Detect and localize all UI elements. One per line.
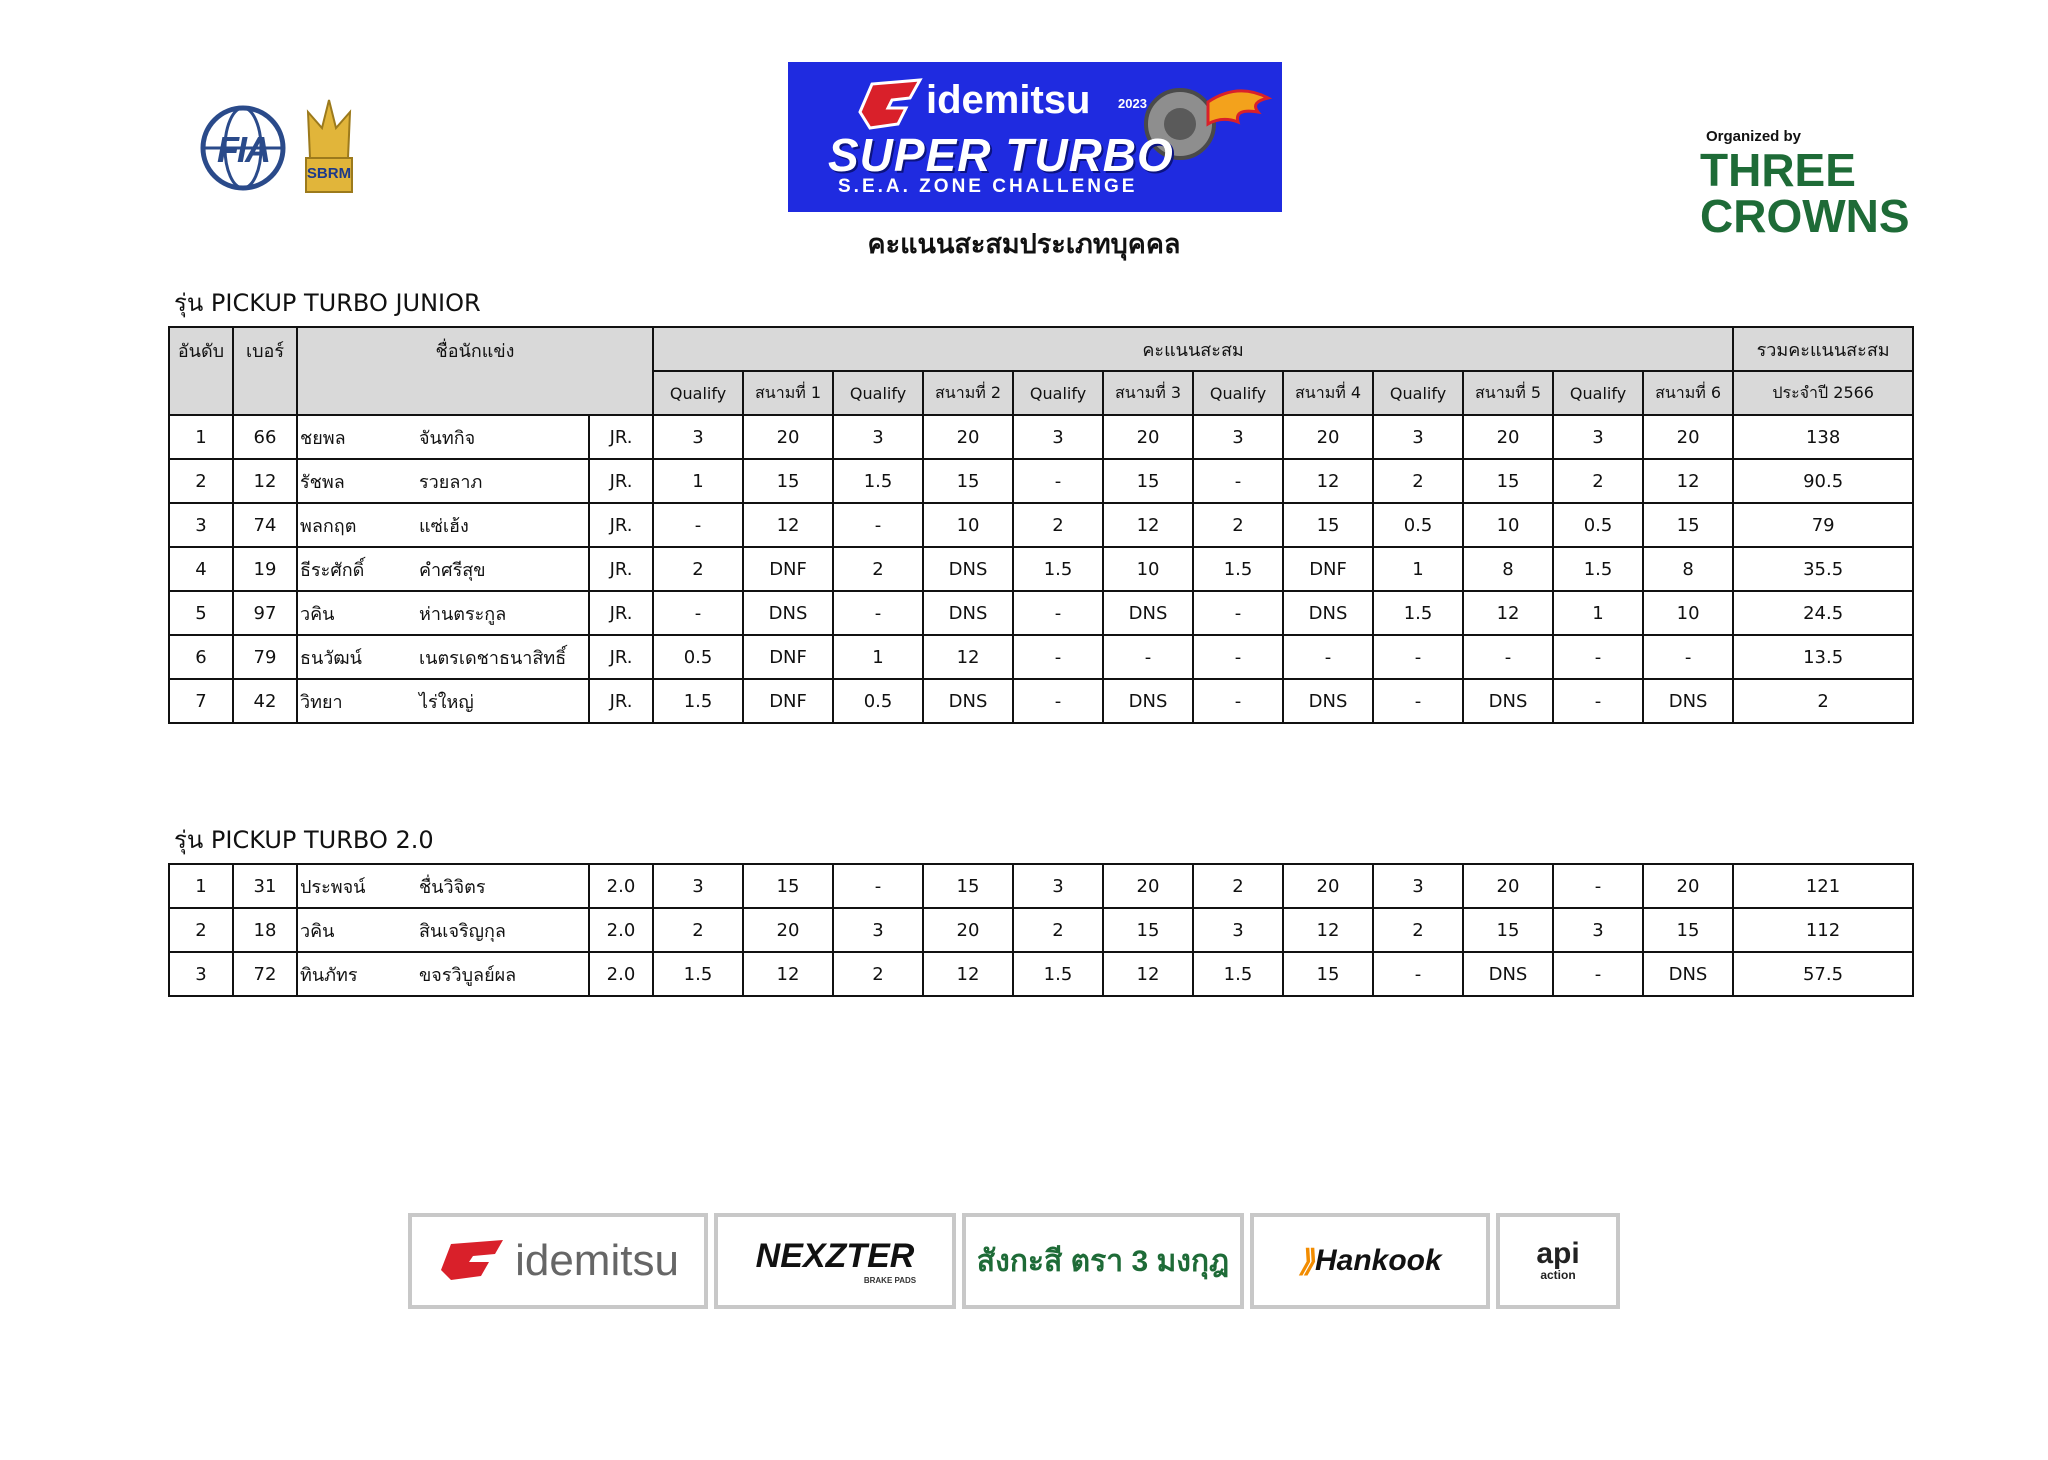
header-sub-7: สนามที่ 4: [1283, 371, 1373, 415]
total-points-cell: 35.5: [1733, 547, 1913, 591]
score-cell: 12: [1643, 459, 1733, 503]
score-cell: 0.5: [1553, 503, 1643, 547]
score-cell: 20: [1103, 415, 1193, 459]
fia-logo-text: FIA: [217, 129, 269, 170]
score-cell: DNS: [1643, 679, 1733, 723]
score-cell: -: [1553, 635, 1643, 679]
sponsor-three-crowns: [962, 1213, 1244, 1309]
sponsor-hankook-text: Hankook: [1314, 1244, 1442, 1277]
table-row: [169, 679, 1913, 723]
score-cell: -: [1103, 635, 1193, 679]
score-cell: 2: [653, 547, 743, 591]
score-cell: 1.5: [833, 459, 923, 503]
score-cell: 1: [653, 459, 743, 503]
total-points-cell: 2: [1733, 679, 1913, 723]
rank-cell: 1: [169, 415, 233, 459]
score-cell: -: [1553, 952, 1643, 996]
sponsor-api-action: [1496, 1213, 1620, 1309]
score-cell: 20: [1283, 415, 1373, 459]
driver-last-name: ไร่ใหญ่: [415, 679, 589, 723]
score-cell: 15: [1103, 908, 1193, 952]
score-cell: 3: [1013, 864, 1103, 908]
score-cell: 12: [923, 952, 1013, 996]
sponsor-three-crowns-text: สังกะสี ตรา 3 มงกุฎ: [976, 1244, 1230, 1278]
score-cell: 3: [653, 415, 743, 459]
driver-last-name: รวยลาภ: [415, 459, 589, 503]
score-cell: 1.5: [1193, 547, 1283, 591]
score-cell: 3: [1373, 864, 1463, 908]
score-cell: 20: [1463, 864, 1553, 908]
driver-last-name: ห่านตระกูล: [415, 591, 589, 635]
score-cell: 15: [1643, 908, 1733, 952]
score-cell: DNS: [1463, 952, 1553, 996]
class-cell: JR.: [589, 591, 653, 635]
score-cell: DNF: [1283, 547, 1373, 591]
class-cell: 2.0: [589, 908, 653, 952]
score-cell: -: [653, 503, 743, 547]
score-cell: 1.5: [1373, 591, 1463, 635]
class-cell: JR.: [589, 635, 653, 679]
score-cell: 15: [743, 459, 833, 503]
banner-year: 2023: [1118, 96, 1147, 111]
car-number-cell: 12: [233, 459, 297, 503]
score-cell: 1: [833, 635, 923, 679]
score-cell: 3: [1553, 908, 1643, 952]
driver-first-name: ประพจน์: [297, 864, 415, 908]
total-points-cell: 13.5: [1733, 635, 1913, 679]
header-sub-8: Qualify: [1373, 371, 1463, 415]
header-sub-1: สนามที่ 1: [743, 371, 833, 415]
header-sub-6: Qualify: [1193, 371, 1283, 415]
score-cell: 10: [923, 503, 1013, 547]
score-cell: 2: [833, 547, 923, 591]
score-cell: 15: [743, 864, 833, 908]
score-cell: -: [1463, 635, 1553, 679]
score-cell: 12: [923, 635, 1013, 679]
header-sub-9: สนามที่ 5: [1463, 371, 1553, 415]
sponsor-api-text: api: [1536, 1237, 1580, 1270]
standings-table-2-0: [168, 863, 1914, 997]
organizer-name-line1: THREE: [1700, 144, 1856, 196]
driver-first-name: ธนวัฒน์: [297, 635, 415, 679]
rank-cell: 4: [169, 547, 233, 591]
score-cell: 20: [1463, 415, 1553, 459]
score-cell: 10: [1643, 591, 1733, 635]
rank-cell: 2: [169, 908, 233, 952]
score-cell: 3: [1193, 415, 1283, 459]
score-cell: DNS: [743, 591, 833, 635]
table-row: [169, 908, 1913, 952]
score-cell: 1: [1373, 547, 1463, 591]
organizer-label: Organized by: [1706, 128, 1802, 145]
header-points-group: คะแนนสะสม: [653, 327, 1733, 371]
header-sub-5: สนามที่ 3: [1103, 371, 1193, 415]
score-cell: 2: [653, 908, 743, 952]
sponsor-nexzter: [714, 1213, 956, 1309]
score-cell: 20: [1103, 864, 1193, 908]
score-cell: 3: [1193, 908, 1283, 952]
sbrm-logo: [300, 98, 358, 198]
class-cell: JR.: [589, 503, 653, 547]
sponsor-action-text: action: [1540, 1268, 1576, 1282]
score-cell: -: [1643, 635, 1733, 679]
score-cell: 15: [1103, 459, 1193, 503]
score-cell: -: [1553, 864, 1643, 908]
sbrm-logo-text: SBRM: [306, 165, 352, 182]
score-cell: -: [1193, 591, 1283, 635]
car-number-cell: 31: [233, 864, 297, 908]
rank-cell: 3: [169, 952, 233, 996]
score-cell: -: [1193, 459, 1283, 503]
header-sub-11: สนามที่ 6: [1643, 371, 1733, 415]
score-cell: 3: [653, 864, 743, 908]
score-cell: -: [1553, 679, 1643, 723]
class-cell: 2.0: [589, 952, 653, 996]
score-cell: 1.5: [1013, 547, 1103, 591]
car-number-cell: 42: [233, 679, 297, 723]
score-cell: 15: [1463, 459, 1553, 503]
score-cell: 12: [1103, 503, 1193, 547]
driver-last-name: คำศรีสุข: [415, 547, 589, 591]
score-cell: 15: [1283, 952, 1373, 996]
score-cell: 3: [1373, 415, 1463, 459]
table-row: [169, 635, 1913, 679]
score-cell: 12: [743, 503, 833, 547]
driver-first-name: วคิน: [297, 908, 415, 952]
driver-last-name: สินเจริญกุล: [415, 908, 589, 952]
header-sub-10: Qualify: [1553, 371, 1643, 415]
car-number-cell: 74: [233, 503, 297, 547]
score-cell: 1.5: [1013, 952, 1103, 996]
score-cell: DNS: [1103, 679, 1193, 723]
header-driver: ชื่อนักแข่ง: [297, 327, 653, 415]
score-cell: 12: [1283, 908, 1373, 952]
score-cell: 20: [743, 415, 833, 459]
score-cell: 2: [1373, 908, 1463, 952]
score-cell: 2: [1373, 459, 1463, 503]
score-cell: DNF: [743, 547, 833, 591]
total-points-cell: 121: [1733, 864, 1913, 908]
header-total-line1: รวมคะแนนสะสม: [1733, 327, 1913, 371]
car-number-cell: 18: [233, 908, 297, 952]
section-title-junior: รุ่น PICKUP TURBO JUNIOR: [174, 289, 481, 317]
score-cell: 0.5: [1373, 503, 1463, 547]
score-cell: 20: [1643, 415, 1733, 459]
score-cell: -: [1013, 591, 1103, 635]
score-cell: 3: [1013, 415, 1103, 459]
rank-cell: 2: [169, 459, 233, 503]
table-row: [169, 547, 1913, 591]
score-cell: 20: [743, 908, 833, 952]
total-points-cell: 112: [1733, 908, 1913, 952]
table-row: [169, 864, 1913, 908]
crown-emblem-icon: [300, 98, 358, 198]
score-cell: 20: [923, 415, 1013, 459]
score-cell: -: [833, 591, 923, 635]
driver-first-name: รัชพล: [297, 459, 415, 503]
score-cell: 2: [833, 952, 923, 996]
driver-last-name: เนตรเดชาธนาสิทธิ์: [415, 635, 589, 679]
score-cell: -: [833, 503, 923, 547]
table-row: [169, 503, 1913, 547]
score-cell: 8: [1463, 547, 1553, 591]
banner-subtitle: S.E.A. ZONE CHALLENGE: [838, 176, 1138, 197]
score-cell: 1: [1553, 591, 1643, 635]
class-cell: 2.0: [589, 864, 653, 908]
header-total-line2: ประจำปี 2566: [1733, 371, 1913, 415]
score-cell: -: [1013, 459, 1103, 503]
score-cell: 12: [1283, 459, 1373, 503]
score-cell: 2: [1013, 503, 1103, 547]
score-cell: DNS: [923, 591, 1013, 635]
total-points-cell: 79: [1733, 503, 1913, 547]
score-cell: DNS: [1283, 679, 1373, 723]
sponsor-hankook: [1250, 1213, 1490, 1309]
score-cell: 12: [1463, 591, 1553, 635]
score-cell: DNF: [743, 635, 833, 679]
score-cell: -: [1013, 635, 1103, 679]
sponsor-nexzter-text: NEXZTER: [755, 1237, 915, 1275]
class-cell: JR.: [589, 415, 653, 459]
score-cell: 3: [833, 908, 923, 952]
driver-first-name: ทินภัทร: [297, 952, 415, 996]
car-number-cell: 19: [233, 547, 297, 591]
score-cell: 15: [1463, 908, 1553, 952]
rank-cell: 1: [169, 864, 233, 908]
score-cell: 15: [1643, 503, 1733, 547]
table-row: [169, 415, 1913, 459]
banner-brand: idemitsu: [926, 78, 1091, 122]
total-points-cell: 138: [1733, 415, 1913, 459]
standings-table-junior: [168, 326, 1914, 724]
idemitsu-logo-icon: [437, 1236, 507, 1286]
sponsor-idemitsu-text: idemitsu: [515, 1236, 679, 1285]
driver-last-name: จันทกิจ: [415, 415, 589, 459]
fia-logo: [200, 105, 286, 191]
score-cell: 1.5: [1193, 952, 1283, 996]
score-cell: -: [1373, 679, 1463, 723]
banner-main-title: SUPER TURBO: [828, 129, 1174, 181]
car-number-cell: 79: [233, 635, 297, 679]
driver-last-name: ชื่นวิจิตร: [415, 864, 589, 908]
score-cell: DNS: [1103, 591, 1193, 635]
score-cell: 1.5: [1553, 547, 1643, 591]
section-title-2-0: รุ่น PICKUP TURBO 2.0: [174, 826, 434, 854]
score-cell: -: [1013, 679, 1103, 723]
class-cell: JR.: [589, 459, 653, 503]
score-cell: 12: [1103, 952, 1193, 996]
driver-last-name: ขจรวิบูลย์ผล: [415, 952, 589, 996]
score-cell: 15: [923, 459, 1013, 503]
event-banner: [788, 62, 1282, 212]
score-cell: -: [1193, 635, 1283, 679]
car-number-cell: 66: [233, 415, 297, 459]
score-cell: 12: [743, 952, 833, 996]
table-row: [169, 952, 1913, 996]
rank-cell: 5: [169, 591, 233, 635]
header-sub-4: Qualify: [1013, 371, 1103, 415]
score-cell: -: [1373, 635, 1463, 679]
organizer-logo: [1700, 128, 1910, 242]
total-points-cell: 24.5: [1733, 591, 1913, 635]
score-cell: 2: [1193, 864, 1283, 908]
score-cell: 2: [1193, 503, 1283, 547]
header-sub-2: Qualify: [833, 371, 923, 415]
class-cell: JR.: [589, 679, 653, 723]
score-cell: 2: [1013, 908, 1103, 952]
hankook-mark-icon: ⟫: [1298, 1244, 1315, 1278]
score-cell: 1.5: [653, 679, 743, 723]
score-cell: DNS: [923, 547, 1013, 591]
score-cell: 8: [1643, 547, 1733, 591]
score-cell: -: [653, 591, 743, 635]
score-cell: -: [1283, 635, 1373, 679]
class-cell: JR.: [589, 547, 653, 591]
header-sub-3: สนามที่ 2: [923, 371, 1013, 415]
header-rank: อันดับ: [169, 327, 233, 415]
score-cell: 0.5: [833, 679, 923, 723]
score-cell: 10: [1463, 503, 1553, 547]
score-cell: 15: [923, 864, 1013, 908]
car-number-cell: 97: [233, 591, 297, 635]
score-cell: DNS: [1283, 591, 1373, 635]
score-cell: 20: [1283, 864, 1373, 908]
federation-logos: [200, 88, 390, 208]
driver-first-name: วิทยา: [297, 679, 415, 723]
page-title: คะแนนสะสมประเภทบุคคล: [867, 229, 1181, 260]
rank-cell: 3: [169, 503, 233, 547]
table-row: [169, 591, 1913, 635]
organizer-name-line2: CROWNS: [1700, 190, 1910, 242]
total-points-cell: 57.5: [1733, 952, 1913, 996]
score-cell: 2: [1553, 459, 1643, 503]
driver-first-name: ชยพล: [297, 415, 415, 459]
rank-cell: 7: [169, 679, 233, 723]
score-cell: 3: [1553, 415, 1643, 459]
header-sub-0: Qualify: [653, 371, 743, 415]
driver-first-name: พลกฤต: [297, 503, 415, 547]
score-cell: 3: [833, 415, 923, 459]
score-cell: DNF: [743, 679, 833, 723]
score-cell: DNS: [1643, 952, 1733, 996]
score-cell: -: [1373, 952, 1463, 996]
score-cell: 20: [923, 908, 1013, 952]
score-cell: -: [833, 864, 923, 908]
driver-first-name: วคิน: [297, 591, 415, 635]
score-cell: DNS: [1463, 679, 1553, 723]
driver-first-name: ธีระศักดิ์: [297, 547, 415, 591]
driver-last-name: แซ่เฮ้ง: [415, 503, 589, 547]
score-cell: 20: [1643, 864, 1733, 908]
total-points-cell: 90.5: [1733, 459, 1913, 503]
sponsor-idemitsu: [408, 1213, 708, 1309]
car-number-cell: 72: [233, 952, 297, 996]
rank-cell: 6: [169, 635, 233, 679]
score-cell: 10: [1103, 547, 1193, 591]
score-cell: 0.5: [653, 635, 743, 679]
table-row: [169, 459, 1913, 503]
header-number: เบอร์: [233, 327, 297, 415]
score-cell: 1.5: [653, 952, 743, 996]
sponsor-nexzter-sub: BRAKE PADS: [863, 1276, 917, 1285]
score-cell: 15: [1283, 503, 1373, 547]
score-cell: -: [1193, 679, 1283, 723]
score-cell: DNS: [923, 679, 1013, 723]
